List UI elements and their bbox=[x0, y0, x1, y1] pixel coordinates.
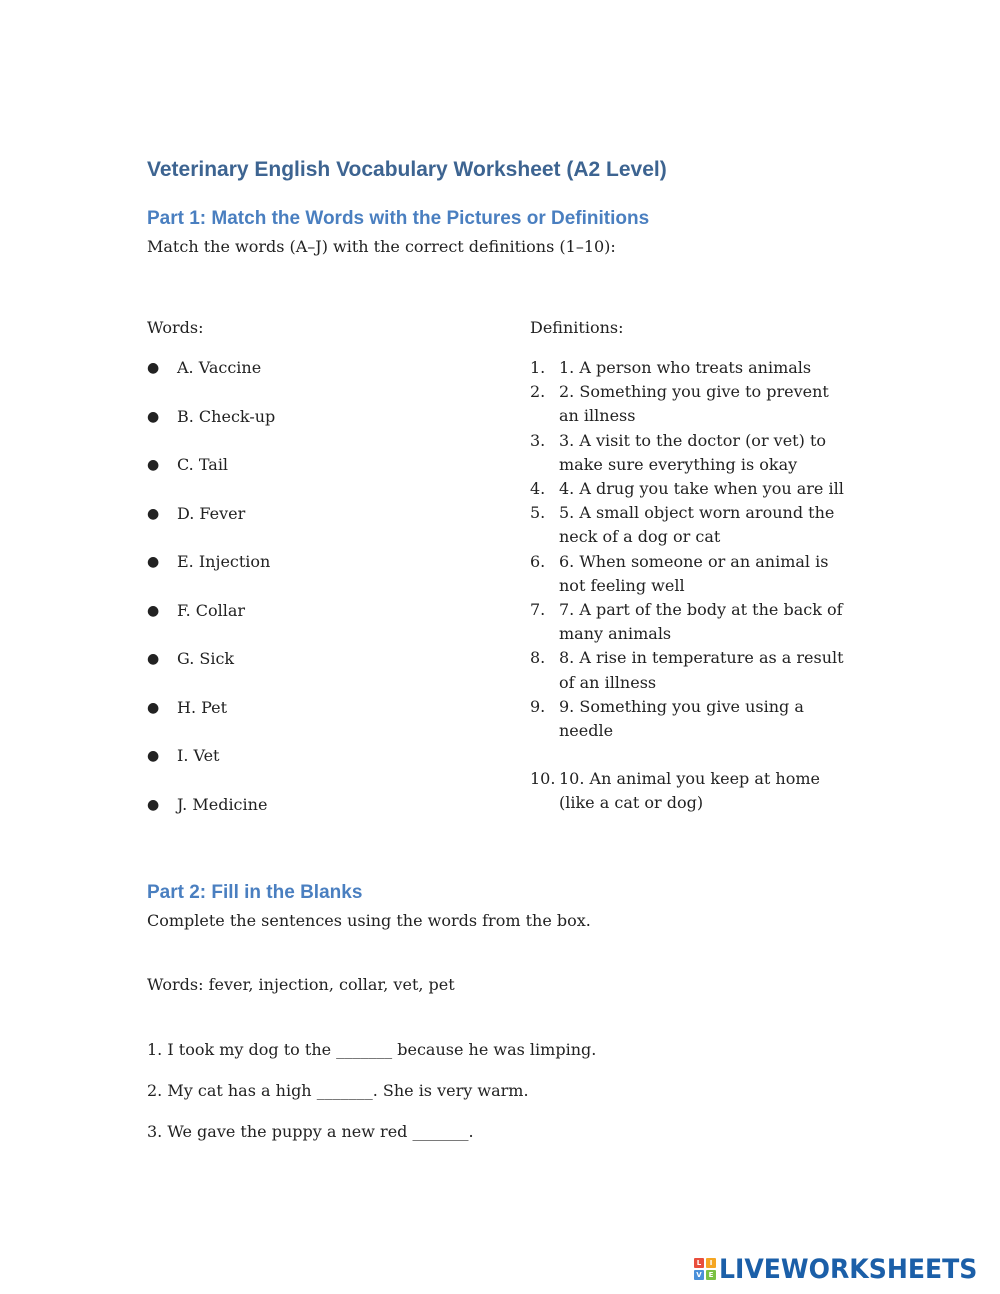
definition-text: 6. When someone or an animal is not feeling well bbox=[559, 551, 829, 595]
definition-item bbox=[530, 380, 850, 428]
definition-text: 4. A drug you take when you are ill bbox=[559, 479, 844, 499]
definition-number: 9. bbox=[530, 696, 546, 716]
definition-number: 8. bbox=[530, 648, 546, 668]
definition-number: 6. bbox=[530, 551, 546, 571]
definition-number: 5. bbox=[530, 503, 546, 523]
definition-number: 10. bbox=[530, 769, 556, 789]
word-item bbox=[147, 744, 477, 793]
word-item bbox=[147, 599, 477, 648]
bullet-icon: ● bbox=[147, 699, 160, 716]
word-label: I. Vet bbox=[177, 746, 220, 765]
word-item bbox=[147, 453, 477, 502]
definition-text: 5. A small object worn around the neck of a dog or cat bbox=[559, 503, 835, 547]
worksheet-title: Veterinary English Vocabulary Worksheet (A2 Level) bbox=[147, 158, 667, 181]
logo-mark-cell: I bbox=[706, 1258, 716, 1268]
definition-number: 3. bbox=[530, 430, 546, 450]
part1-heading: Part 1: Match the Words with the Pictures or Definitions bbox=[147, 208, 650, 229]
logo-mark-cell: E bbox=[706, 1270, 716, 1280]
word-label: E. Injection bbox=[177, 552, 271, 571]
definition-item bbox=[530, 429, 850, 477]
definition-number: 2. bbox=[530, 382, 546, 402]
word-item bbox=[147, 502, 477, 551]
word-item bbox=[147, 696, 477, 745]
liveworksheets-logo[interactable] bbox=[694, 1254, 997, 1284]
word-label: B. Check-up bbox=[177, 406, 276, 426]
bullet-icon: ● bbox=[147, 360, 160, 376]
word-item bbox=[147, 405, 477, 454]
bullet-icon: ● bbox=[147, 651, 160, 667]
definition-item bbox=[530, 550, 850, 598]
word-label: A. Vaccine bbox=[177, 358, 262, 377]
definition-number: 7. bbox=[530, 600, 546, 620]
word-label: F. Collar bbox=[177, 600, 246, 620]
bullet-icon: ● bbox=[147, 457, 160, 473]
definitions-list bbox=[530, 356, 850, 816]
word-box: Words: fever, injection, collar, vet, pet bbox=[147, 975, 455, 994]
logo-mark-icon bbox=[694, 1258, 716, 1280]
definitions-heading: Definitions: bbox=[530, 318, 624, 337]
logo-mark-cell: L bbox=[694, 1258, 704, 1268]
definition-item bbox=[530, 477, 850, 501]
definition-item bbox=[530, 646, 850, 694]
definition-item bbox=[530, 356, 850, 380]
definition-text: 10. An animal you keep at home (like a cat or dog) bbox=[559, 769, 821, 813]
words-heading: Words: bbox=[147, 318, 204, 337]
part1-instruction: Match the words (A–J) with the correct definitions (1–10): bbox=[147, 237, 616, 256]
sentence-item: 2. My cat has a high _______. She is very warm. bbox=[147, 1081, 529, 1100]
logo-mark-cell: V bbox=[694, 1270, 704, 1280]
definition-text: 3. A visit to the doctor (or vet) to make sure everything is okay bbox=[559, 430, 826, 474]
bullet-icon: ● bbox=[147, 554, 160, 570]
word-label: G. Sick bbox=[177, 649, 235, 668]
bullet-icon: ● bbox=[147, 505, 160, 522]
part2-heading: Part 2: Fill in the Blanks bbox=[147, 882, 363, 903]
part2-instruction: Complete the sentences using the words from the box. bbox=[147, 911, 591, 930]
definition-item bbox=[530, 598, 850, 646]
definition-number: 1. bbox=[530, 358, 546, 377]
word-item bbox=[147, 550, 477, 599]
word-label: H. Pet bbox=[177, 697, 228, 717]
definition-text: 2. Something you give to prevent an illness bbox=[559, 382, 829, 426]
definition-text: 7. A part of the body at the back of many animals bbox=[559, 600, 843, 644]
definition-item bbox=[530, 695, 850, 743]
bullet-icon: ● bbox=[147, 602, 160, 619]
definition-text: 9. Something you give using a needle bbox=[559, 696, 804, 741]
bullet-icon: ● bbox=[147, 748, 160, 764]
word-label: C. Tail bbox=[177, 455, 229, 474]
definition-item bbox=[530, 767, 850, 815]
word-item bbox=[147, 356, 477, 405]
definition-number: 4. bbox=[530, 479, 546, 499]
sentence-item: 3. We gave the puppy a new red _______. bbox=[147, 1122, 474, 1141]
logo-text: LIVEWORKSHEETS bbox=[719, 1253, 978, 1285]
bullet-icon: ● bbox=[147, 796, 160, 813]
word-item bbox=[147, 647, 477, 696]
word-item bbox=[147, 793, 477, 842]
definition-text: 8. A rise in temperature as a result of an illness bbox=[559, 648, 844, 692]
sentence-item: 1. I took my dog to the _______ because he was limping. bbox=[147, 1040, 597, 1059]
definition-item bbox=[530, 501, 850, 549]
bullet-icon: ● bbox=[147, 408, 160, 425]
word-label: D. Fever bbox=[177, 503, 246, 523]
definition-text: 1. A person who treats animals bbox=[559, 358, 812, 377]
words-list bbox=[147, 356, 477, 841]
word-label: J. Medicine bbox=[177, 794, 268, 814]
